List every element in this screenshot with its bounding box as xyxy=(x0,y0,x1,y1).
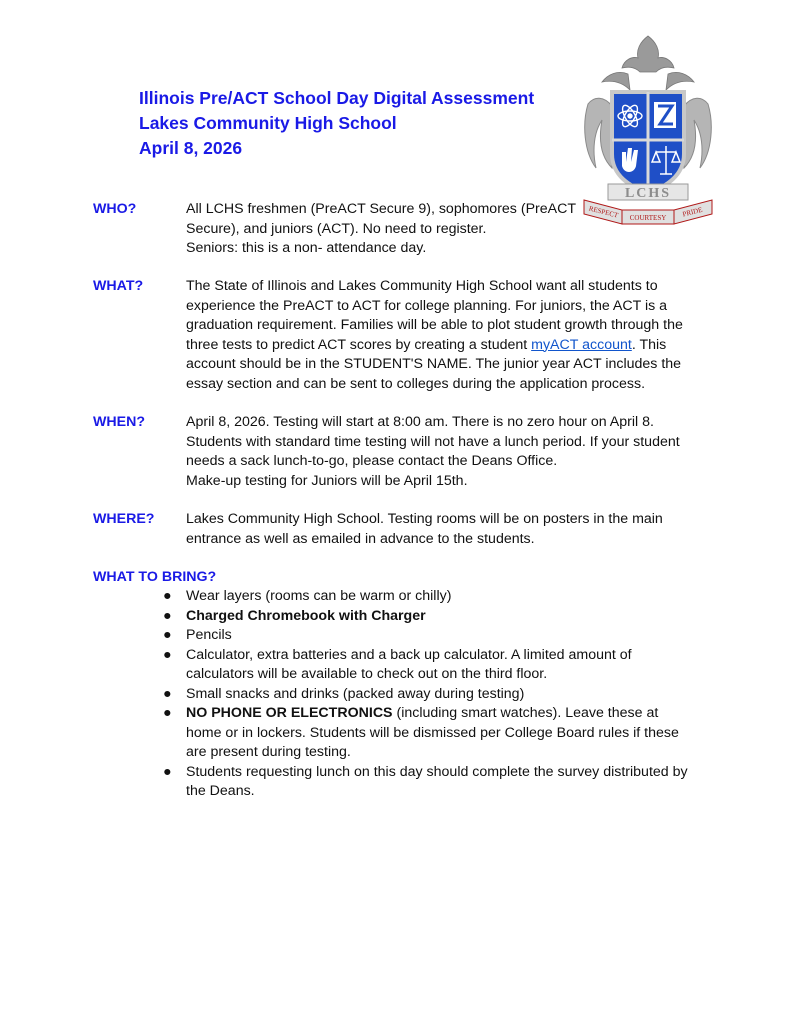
who-line: Secure), and juniors (ACT). No need to register. xyxy=(186,220,487,237)
what-line: The State of Illinois and Lakes Community High School want all students to xyxy=(186,278,658,294)
list-item-text: Calculator, extra batteries and a back up calculator. A limited amount of xyxy=(186,646,632,663)
bullet-icon: ● xyxy=(163,607,172,624)
bullet-icon: ● xyxy=(163,705,172,721)
list-item-text: home or in lockers. Students will be dismissed per College Board rules if these xyxy=(186,724,679,741)
what-line: essay section and can be sent to colleges during the application process. xyxy=(186,375,646,392)
emphasis-text: NO PHONE OR ELECTRONICS xyxy=(186,705,393,721)
list-item xyxy=(163,704,703,763)
what-line-text: . This xyxy=(631,336,667,353)
bullet-icon: ● xyxy=(163,685,172,702)
title-block xyxy=(139,86,534,161)
what-line xyxy=(186,336,696,356)
who-body xyxy=(186,200,696,259)
svg-text:LCHS: LCHS xyxy=(624,186,672,201)
bullet-icon: ● xyxy=(163,763,172,780)
list-item-text: (including smart watches). Leave these at xyxy=(392,705,659,721)
list-item xyxy=(163,763,703,802)
where-line: entrance as well as emailed in advance to the students. xyxy=(186,530,535,547)
where-label: WHERE? xyxy=(93,511,155,527)
list-item-text: the Deans. xyxy=(186,783,255,799)
what-to-bring-list xyxy=(163,587,703,802)
list-item-text: Charged Chromebook with Charger xyxy=(186,607,426,624)
list-item xyxy=(163,607,703,627)
list-item-text: Small snacks and drinks (packed away during testing) xyxy=(186,685,525,702)
what-line: account should be in the STUDENT'S NAME. The junior year ACT includes the xyxy=(186,356,682,372)
list-item-text: calculators will be available to check out on the third floor. xyxy=(186,666,548,682)
when-body xyxy=(186,413,696,491)
what-to-bring-heading: WHAT TO BRING? xyxy=(93,569,217,585)
when-line: Students with standard time testing will not have a lunch period. If your student xyxy=(186,433,680,450)
list-item-text: are present during testing. xyxy=(186,744,351,760)
page-title: Illinois Pre/ACT School Day Digital Assessment xyxy=(139,88,535,108)
list-item xyxy=(163,626,703,646)
list-item-text: Pencils xyxy=(186,627,232,643)
what-line: experience the PreACT to ACT for college planning. For juniors, the ACT is a xyxy=(186,297,668,314)
what-body xyxy=(186,277,696,394)
eagle-icon xyxy=(602,36,694,90)
what-label: WHAT? xyxy=(93,278,144,294)
school-name: Lakes Community High School xyxy=(139,113,397,133)
school-crest-logo xyxy=(578,34,718,228)
myact-account-link[interactable]: myACT account xyxy=(531,336,632,353)
when-line: needs a sack lunch-to-go, please contact the Deans Office. xyxy=(186,453,558,469)
letter-mark-icon xyxy=(654,102,676,128)
svg-text:PRIDE: PRIDE xyxy=(681,205,704,219)
test-date: April 8, 2026 xyxy=(139,138,243,158)
bullet-icon: ● xyxy=(163,646,172,663)
where-body xyxy=(186,510,696,549)
bullet-icon: ● xyxy=(163,627,172,643)
when-line: April 8, 2026. Testing will start at 8:00 am. There is no zero hour on April 8. xyxy=(186,414,654,430)
svg-text:COURTESY: COURTESY xyxy=(629,214,667,222)
list-item-text: Wear layers (rooms can be warm or chilly) xyxy=(186,588,452,604)
who-line: All LCHS freshmen (PreACT Secure 9), sophomores (PreACT xyxy=(186,201,577,217)
list-item xyxy=(163,587,703,607)
list-item-text xyxy=(186,704,703,724)
bullet-icon: ● xyxy=(163,588,172,604)
when-line: Make-up testing for Juniors will be April 15th. xyxy=(186,472,468,489)
list-item-text: Students requesting lunch on this day should complete the survey distributed by xyxy=(186,763,688,780)
who-label: WHO? xyxy=(93,201,137,217)
what-line: graduation requirement. Families will be able to plot student growth through the xyxy=(186,317,683,333)
svg-text:RESPECT: RESPECT xyxy=(587,204,619,220)
who-line: Seniors: this is a non- attendance day. xyxy=(186,240,427,256)
when-label: WHEN? xyxy=(93,414,146,430)
list-item xyxy=(163,685,703,705)
what-line-text: three tests to predict ACT scores by creating a student xyxy=(186,336,532,353)
where-line: Lakes Community High School. Testing rooms will be on posters in the main xyxy=(186,511,663,527)
list-item xyxy=(163,646,703,685)
